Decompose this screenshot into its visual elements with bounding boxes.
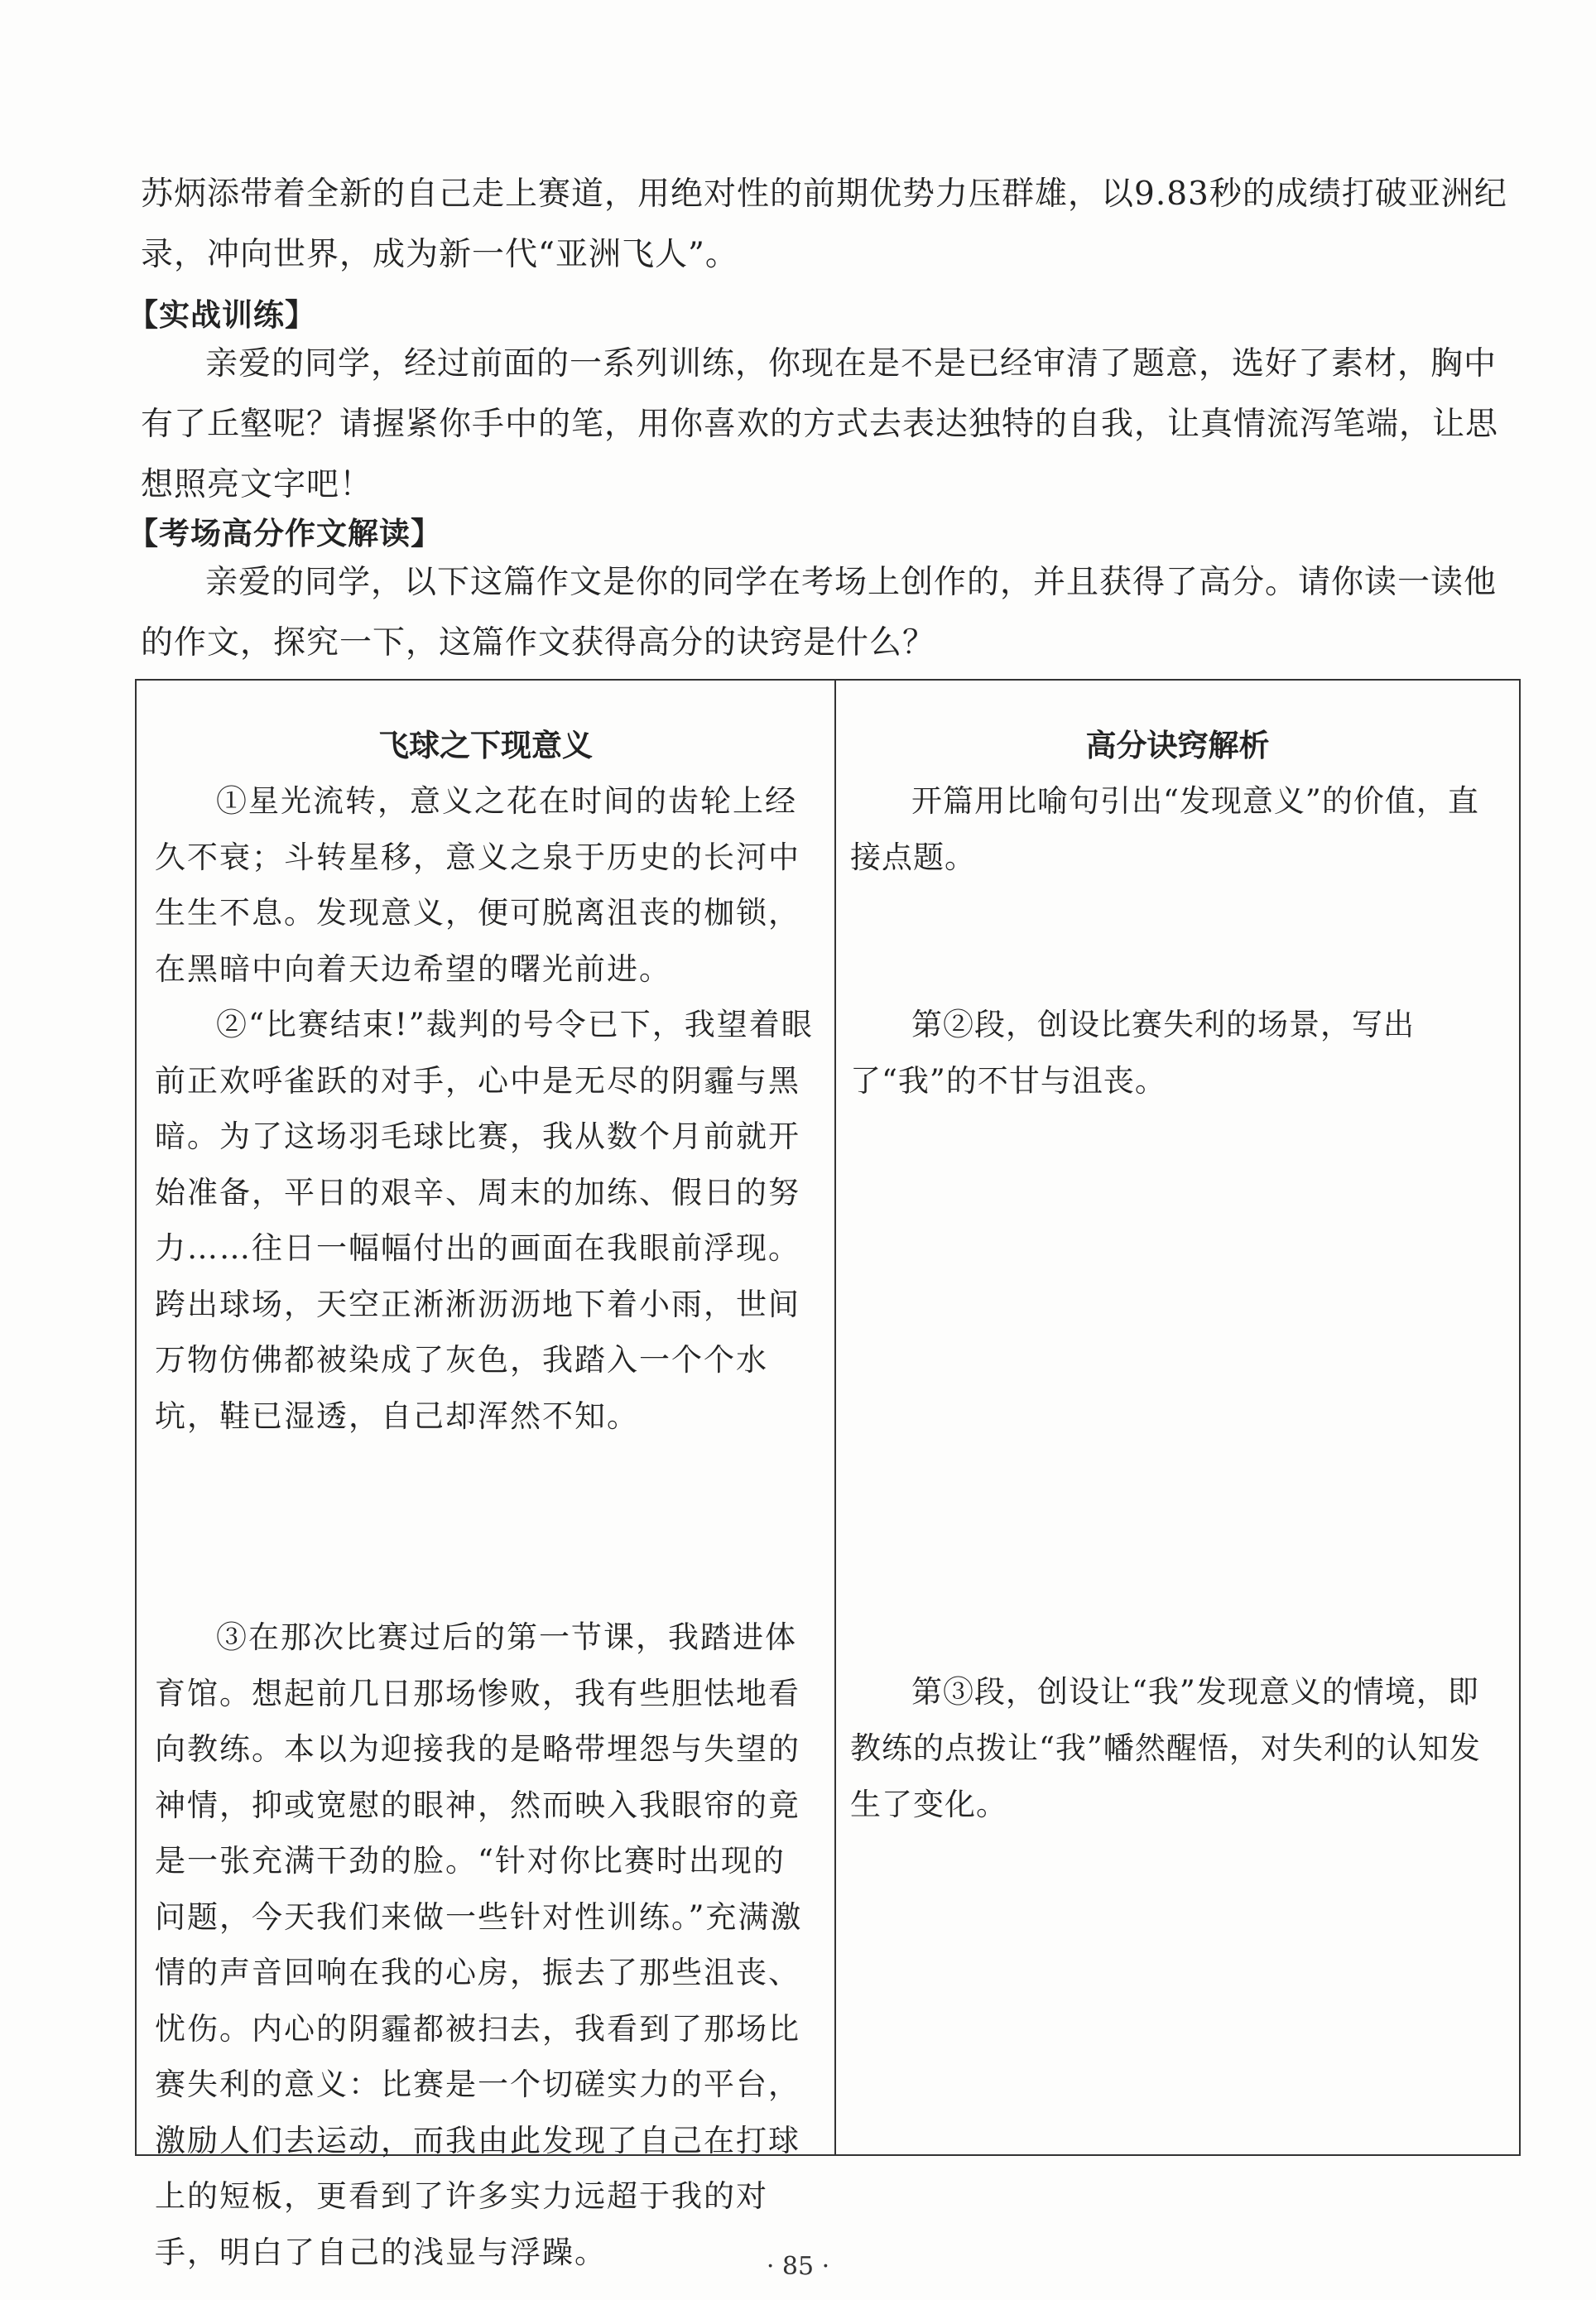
essay-paragraph-3: ③在那次比赛过后的第一节课，我踏进体育馆。想起前几日那场惨败，我有些胆怯地看向教练。本以为迎接我的是略带埋怨与失望的神情，抑或宽慰的眼神，然而映入我眼帘的竟是一张充满干劲的脸。“针对你比赛时出现的问题，今天我们来做一些针对性训练。”充满激情的声音回响在我的心房，振去了那些沮丧、忧伤。内心的阴霾都被扫去，我看到了那场比赛失利的意义：比赛是一个切磋实力的平台，激励人们去运动，而我由此发现了自己在打球上的短板，更看到了许多实力远超于我的对手，明白了自己的浅显与浮躁。 (155, 1619, 803, 2270)
practice-body (141, 334, 1527, 515)
exam-text: 亲爱的同学，以下这篇作文是你的同学在考场上创作的，并且获得了高分。请你读一读他的作文，探究一下，这篇作文获得高分的诀窍是什么？ (141, 564, 1497, 662)
analysis-paragraph-3: 第③段，创设让“我”发现意义的情境，即教练的点拨让“我”幡然醒悟，对失利的认知发生了变化。 (850, 1674, 1481, 1822)
intro-text: 苏炳添带着全新的自己走上赛道，用绝对性的前期优势力压群雄，以9.83秒的成绩打破亚洲纪录，冲向世界，成为新一代“亚洲飞人”。 (141, 176, 1507, 273)
exam-body (141, 552, 1527, 673)
analysis-title: 高分诀窍解析 (1085, 728, 1270, 763)
intro-paragraph (141, 164, 1527, 285)
page-number: · 85 · (766, 2252, 830, 2281)
essay-paragraph-2: ②“比赛结束!”裁判的号令已下，我望着眼前正欢呼雀跃的对手，心中是无尽的阴霾与黑暗。为了这场羽毛球比赛，我从数个月前就开始准备，平日的艰辛、周末的加练、假日的努力……往日一幅幅付出的画面在我眼前浮现。跨出球场，天空正淅淅沥沥地下着小雨，世间万物仿佛都被染成了灰色，我踏入一个个水坑，鞋已湿透，自己却浑然不知。 (155, 1007, 814, 1434)
essay-title: 飞球之下现意义 (378, 728, 593, 763)
exam-heading: 【考场高分作文解读】 (127, 516, 442, 551)
analysis-paragraph-2: 第②段，创设比赛失利的场景，写出了“我”的不甘与沮丧。 (850, 1007, 1415, 1099)
practice-heading: 【实战训练】 (127, 297, 316, 333)
analysis-paragraph-1: 开篇用比喻句引出“发现意义”的价值，直接点题。 (850, 783, 1479, 875)
practice-text: 亲爱的同学，经过前面的一系列训练，你现在是不是已经审清了题意，选好了素材，胸中有了丘壑呢？请握紧你手中的笔，用你喜欢的方式去表达独特的自我，让真情流泻笔端，让思想照亮文字吧！ (141, 345, 1499, 503)
essay-paragraph-1: ①星光流转，意义之花在时间的齿轮上经久不衰；斗转星移，意义之泉于历史的长河中生生不息。发现意义，便可脱离沮丧的枷锁，在黑暗中向着天边希望的曙光前进。 (155, 783, 800, 987)
column-divider (834, 681, 836, 2154)
